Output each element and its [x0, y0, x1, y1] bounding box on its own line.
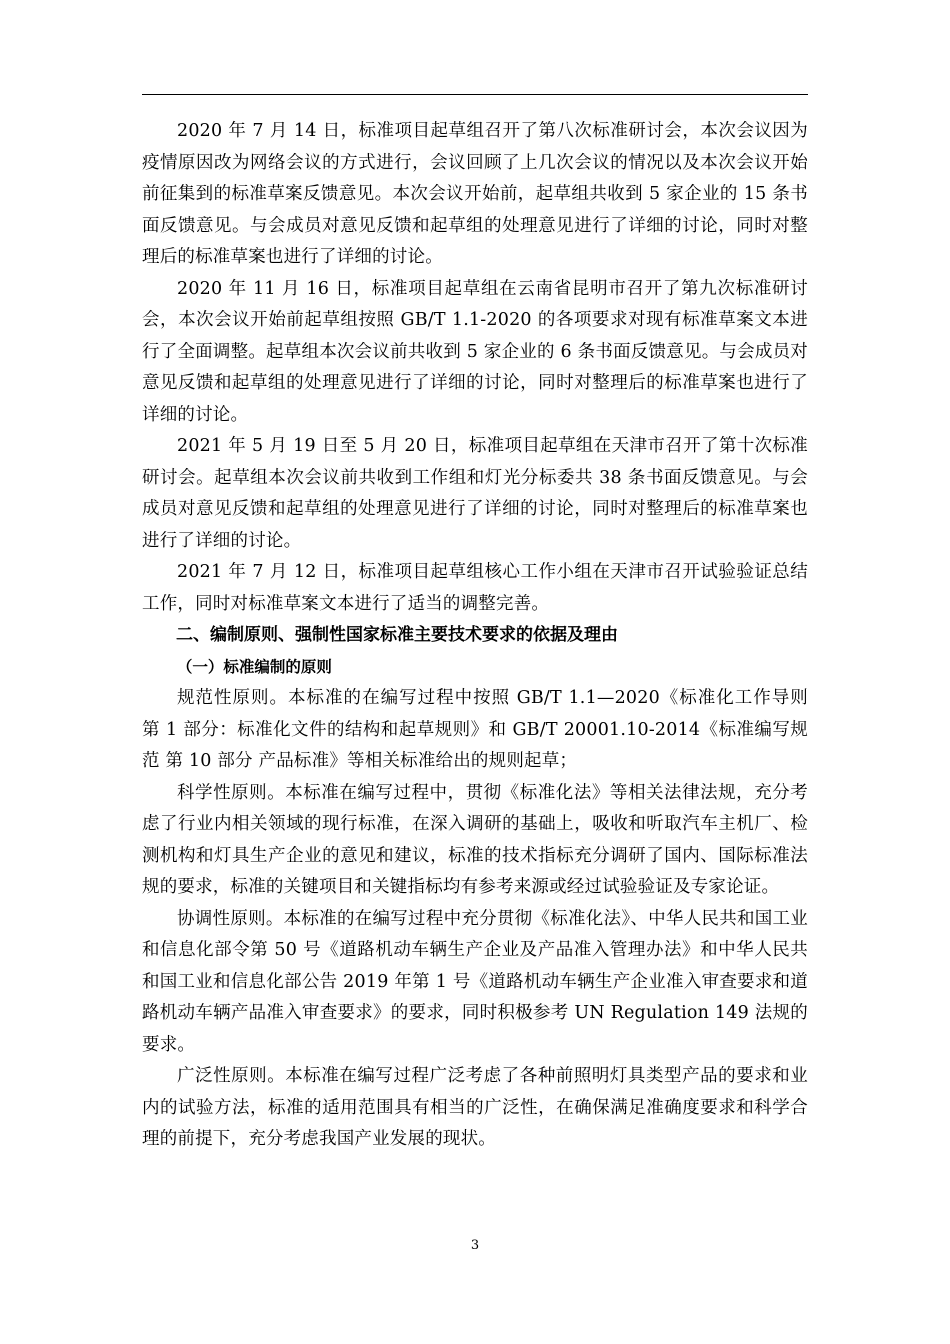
paragraph-coordination-principle: 协调性原则。本标准的在编写过程中充分贯彻《标准化法》、中华人民共和国工业和信息化部令第 50 号《道路机动车辆生产企业及产品准入管理办法》和中华人民共和国工业和信息化部公告 2019 年第 1 号《道路机动车辆生产企业准入审查要求和道路机动车辆产品准入审查要求》的要求，同时积极参考 UN Regulation 149 法规的要求。 — [142, 908, 808, 1055]
paragraph-meeting-10: 2021 年 5 月 19 日至 5 月 20 日，标准项目起草组在天津市召开了第十次标准研讨会。起草组本次会议前共收到工作组和灯光分标委共 38 条书面反馈意见。与会成员对意见反馈和起草组的处理意见进行了详细的讨论，同时对整理后的标准草案也进行了详细的讨论。 — [142, 436, 808, 551]
header-rule — [142, 94, 808, 95]
page-number: 3 — [470, 1238, 480, 1253]
paragraph-meeting-9: 2020 年 11 月 16 日，标准项目起草组在云南省昆明市召开了第九次标准研讨会，本次会议开始前起草组按照 GB/T 1.1-2020 的各项要求对现有标准草案文本进行了全面调整。起草组本次会议前共收到 5 家企业的 6 条书面反馈意见。与会成员对意见反馈和起草组的处理意见进行了详细的讨论，同时对整理后的标准草案也进行了详细的讨论。 — [142, 278, 808, 425]
paragraph-verification-summary: 2021 年 7 月 12 日，标准项目起草组核心工作小组在天津市召开试验验证总结工作，同时对标准草案文本进行了适当的调整完善。 — [142, 562, 808, 614]
subsection-heading: （一）标准编制的原则 — [176, 657, 332, 676]
paragraph-normative-principle: 规范性原则。本标准的在编写过程中按照 GB/T 1.1—2020《标准化工作导则 第 1 部分：标准化文件的结构和起草规则》和 GB/T 20001.10-2014《标准编写规范 第 10 部分 产品标准》等相关标准给出的规则起草； — [142, 688, 808, 771]
paragraph-meeting-8: 2020 年 7 月 14 日，标准项目起草组召开了第八次标准研讨会，本次会议因为疫情原因改为网络会议的方式进行，会议回顾了上几次会议的情况以及本次会议开始前征集到的标准草案反馈意见。本次会议开始前，起草组共收到 5 家企业的 15 条书面反馈意见。与会成员对意见反馈和起草组的处理意见进行了详细的讨论，同时对整理后的标准草案也进行了详细的讨论。 — [142, 121, 808, 267]
paragraph-scientific-principle: 科学性原则。本标准在编写过程中，贯彻《标准化法》等相关法律法规，充分考虑了行业内相关领域的现行标准，在深入调研的基础上，吸收和听取汽车主机厂、检测机构和灯具生产企业的意见和建议，标准的技术指标充分调研了国内、国际标准法规的要求，标准的关键项目和关键指标均有参考来源或经过试验验证及专家论证。 — [142, 782, 808, 897]
paragraph-broadness-principle: 广泛性原则。本标准在编写过程广泛考虑了各种前照明灯具类型产品的要求和业内的试验方法，标准的适用范围具有相当的广泛性，在确保满足准确度要求和科学合理的前提下，充分考虑我国产业发展的现状。 — [142, 1066, 808, 1149]
section-heading: 二、编制原则、强制性国家标准主要技术要求的依据及理由 — [176, 625, 618, 645]
page-content — [142, 116, 808, 1156]
